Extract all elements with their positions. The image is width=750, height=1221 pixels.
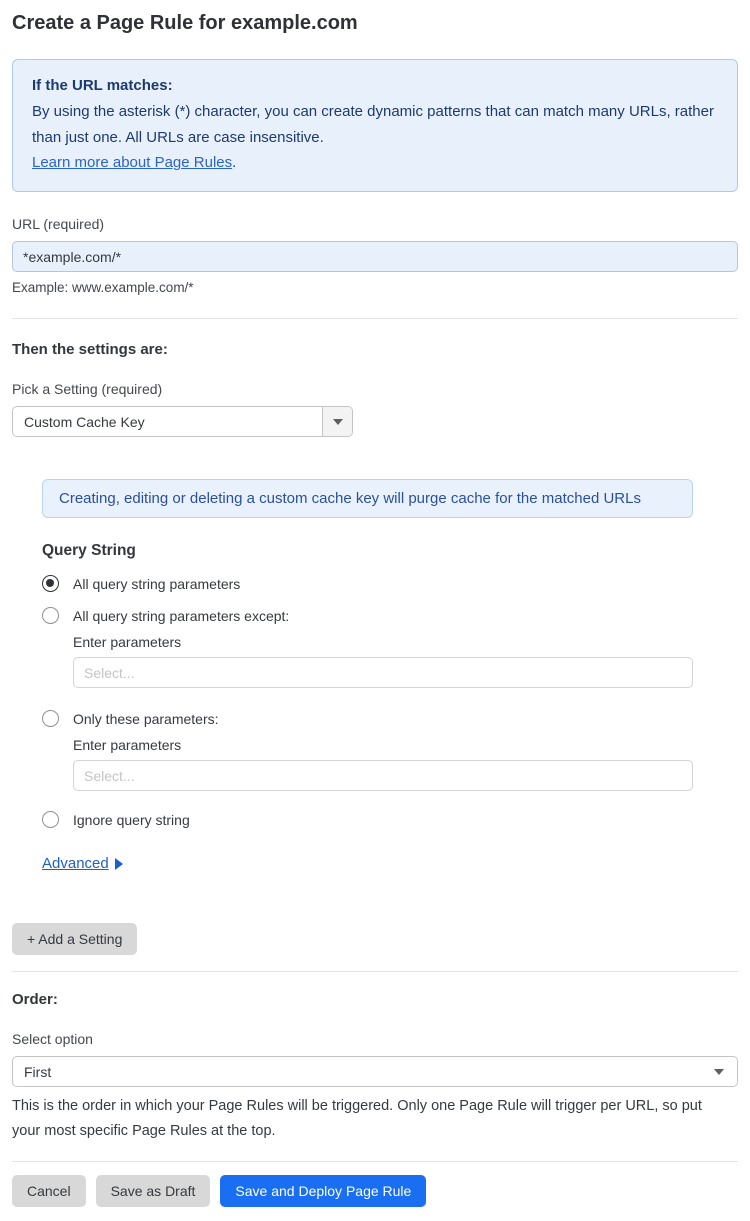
advanced-toggle-link[interactable]: [42, 855, 123, 872]
setting-dropdown-arrow-button[interactable]: [322, 407, 352, 436]
setting-dropdown[interactable]: [12, 406, 353, 437]
radio-button-icon: [42, 607, 59, 624]
radio-label: All query string parameters except:: [73, 607, 290, 624]
save-and-deploy-button[interactable]: Save and Deploy Page Rule: [220, 1175, 426, 1207]
settings-section-heading: Then the settings are:: [12, 341, 168, 359]
add-setting-button[interactable]: + Add a Setting: [12, 923, 137, 955]
divider: [12, 971, 738, 972]
radio-label: Ignore query string: [73, 811, 190, 828]
custom-cache-key-panel: [42, 479, 693, 873]
url-field-label: URL (required): [12, 216, 105, 233]
save-as-draft-button[interactable]: Save as Draft: [96, 1175, 211, 1207]
query-string-heading: Query String: [42, 542, 136, 560]
chevron-down-icon: [333, 419, 343, 425]
radio-button-icon: [42, 811, 59, 828]
pick-setting-label: Pick a Setting (required): [12, 381, 163, 398]
order-description: This is the order in which your Page Rules will be triggered. Only one Page Rule will trigger per URL, so put your most specific Page Rules at the top.: [12, 1098, 702, 1139]
divider: [12, 1161, 738, 1162]
url-example-hint: Example: www.example.com/*: [12, 280, 194, 296]
cancel-button[interactable]: Cancel: [12, 1175, 86, 1207]
order-select-value: First: [24, 1063, 52, 1080]
setting-dropdown-value: Custom Cache Key: [24, 413, 145, 430]
purge-cache-notice: Creating, editing or deleting a custom cache key will purge cache for the matched URLs: [42, 479, 693, 518]
enter-parameters-label: Enter parameters: [73, 634, 182, 651]
url-match-info-box: [12, 59, 738, 192]
order-select-label: Select option: [12, 1031, 93, 1048]
divider: [12, 318, 738, 319]
advanced-link-label: Advanced: [42, 855, 109, 873]
footer-actions: [12, 1175, 738, 1207]
chevron-down-icon: [714, 1069, 724, 1075]
page-title: Create a Page Rule for example.com: [12, 12, 358, 34]
radio-button-icon: [42, 575, 59, 592]
info-box-heading: If the URL matches:: [32, 77, 173, 94]
radio-all-query-params[interactable]: [42, 575, 693, 592]
radio-label: All query string parameters: [73, 575, 241, 592]
except-params-input[interactable]: [73, 657, 693, 688]
radio-label: Only these parameters:: [73, 710, 219, 727]
order-select[interactable]: [12, 1056, 738, 1087]
info-box-body: By using the asterisk (*) character, you can create dynamic patterns that can match many URLs, rather than just one. All URLs are case insensitive.: [32, 102, 714, 146]
only-params-field: [73, 737, 693, 791]
radio-ignore-query-string[interactable]: [42, 811, 693, 828]
learn-more-link[interactable]: Learn more about Page Rules: [32, 154, 233, 172]
except-params-field: [73, 634, 693, 688]
radio-button-icon: [42, 710, 59, 727]
radio-only-these-params[interactable]: [42, 710, 693, 727]
info-box-link-line: [32, 150, 718, 176]
url-input[interactable]: [12, 241, 738, 272]
order-section-heading: Order:: [12, 991, 58, 1009]
enter-parameters-label: Enter parameters: [73, 737, 182, 754]
radio-all-params-except[interactable]: [42, 607, 693, 624]
chevron-right-icon: [115, 858, 123, 870]
only-params-input[interactable]: [73, 760, 693, 791]
link-period: .: [232, 154, 237, 172]
